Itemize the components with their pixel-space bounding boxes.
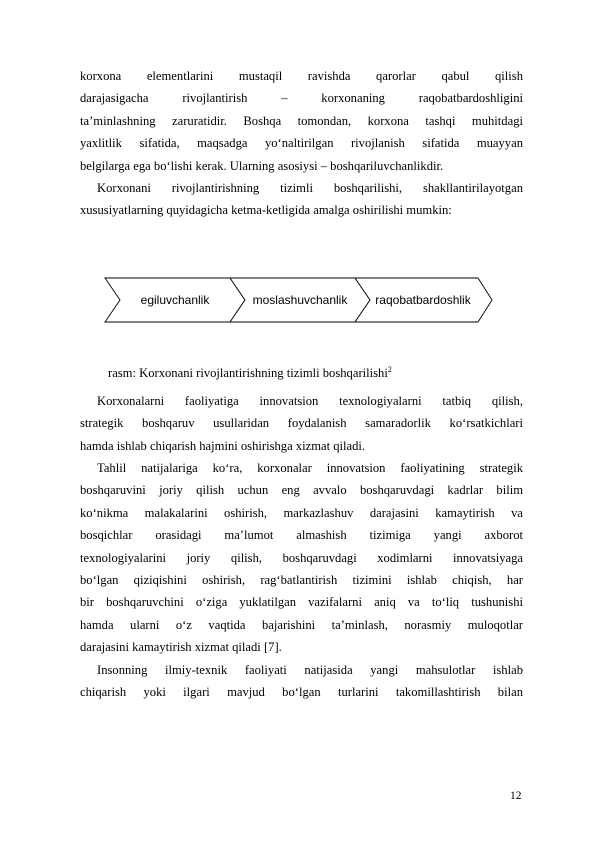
diagram-step-label: raqobatbardoshlik bbox=[375, 293, 471, 307]
text-line: ta’minlashning zaruratidir. Boshqa tomondan, korxona tashqi muhitdagi bbox=[80, 113, 523, 128]
diagram-step-label: moslashuvchanlik bbox=[252, 293, 348, 307]
text-line: texnologiyalarini joriy qilish, boshqaruvdagi xodimlarni innovatsiyaga bbox=[80, 550, 523, 565]
text-line: Tahlil natijalariga ko‘ra, korxonalar innovatsion faoliyatining strategik bbox=[97, 461, 523, 475]
text-line: strategik boshqaruv usullaridan foydalanish samaradorlik ko‘rsatkichlari bbox=[80, 416, 523, 431]
diagram-step-label: egiluvchanlik bbox=[140, 293, 210, 307]
paragraph-3 bbox=[80, 390, 523, 457]
text-line: Korxonalarni faoliyatiga innovatsion texnologiyalarni tatbiq qilish, bbox=[97, 394, 523, 408]
text-line: yaxlitlik sifatida, maqsadga yo‘naltirilgan rivojlanish sifatida muayyan bbox=[80, 136, 523, 151]
diagram-step-3 bbox=[355, 278, 492, 322]
text-line: boshqaruvini joriy qilish uchun eng avvalo boshqaruvdagi kadrlar bilim bbox=[80, 483, 523, 498]
text-line: darajasigacha rivojlantirish – korxonaning raqobatbardoshligini bbox=[80, 91, 523, 106]
paragraph-5 bbox=[80, 659, 523, 704]
text-line: bosqichlar orasidagi ma’lumot almashish tizimiga yangi axborot bbox=[80, 528, 523, 543]
process-diagram bbox=[100, 275, 500, 325]
text-line: hamda ularni o‘z vaqtida bajarishini ta’minlash, norasmiy muloqotlar bbox=[80, 617, 523, 632]
text-line: bir boshqaruvchini o‘ziga yuklatilgan vazifalarni aniq va to‘liq tushunishi bbox=[80, 595, 523, 610]
text-line: chiqarish yoki ilgari mavjud bo‘lgan turlarini takomillashtirish bilan bbox=[80, 685, 523, 700]
paragraph-4 bbox=[80, 457, 523, 659]
text-line: bo‘lgan qiziqishini oshirish, rag‘batlantirish tizimini ishlab chiqish, har bbox=[80, 572, 523, 587]
figure-caption bbox=[108, 365, 392, 381]
text-line: belgilarga ega bo‘lishi kerak. Ularning asosiysi – boshqariluvchanlikdir. bbox=[80, 158, 444, 173]
paragraph-1 bbox=[80, 65, 523, 177]
footnote-marker: 2 bbox=[387, 365, 392, 374]
text-line: Insonning ilmiy-texnik faoliyati natijasida yangi mahsulotlar ishlab bbox=[97, 663, 523, 677]
text-line: ko‘nikma malakalarini oshirish, markazlashuv darajasini kamaytirish va bbox=[80, 505, 523, 520]
text-line: darajasini kamaytirish xizmat qiladi [7]. bbox=[80, 640, 282, 655]
text-line: korxona elementlarini mustaqil ravishda qarorlar qabul qilish bbox=[80, 69, 523, 83]
page-number: 12 bbox=[510, 790, 522, 802]
text-line: xususiyatlarning quyidagicha ketma-ketligida amalga oshirilishi mumkin: bbox=[80, 203, 452, 218]
diagram-step-2 bbox=[230, 278, 370, 322]
caption-text: rasm: Korxonani rivojlantirishning tizimli boshqarilishi bbox=[108, 366, 388, 381]
text-line: Korxonani rivojlantirishning tizimli boshqarilishi, shakllantirilayotgan bbox=[97, 181, 523, 195]
diagram-step-1 bbox=[105, 278, 245, 322]
text-line: hamda ishlab chiqarish hajmini oshirishga xizmat qiladi. bbox=[80, 438, 366, 453]
paragraph-2 bbox=[80, 177, 523, 222]
